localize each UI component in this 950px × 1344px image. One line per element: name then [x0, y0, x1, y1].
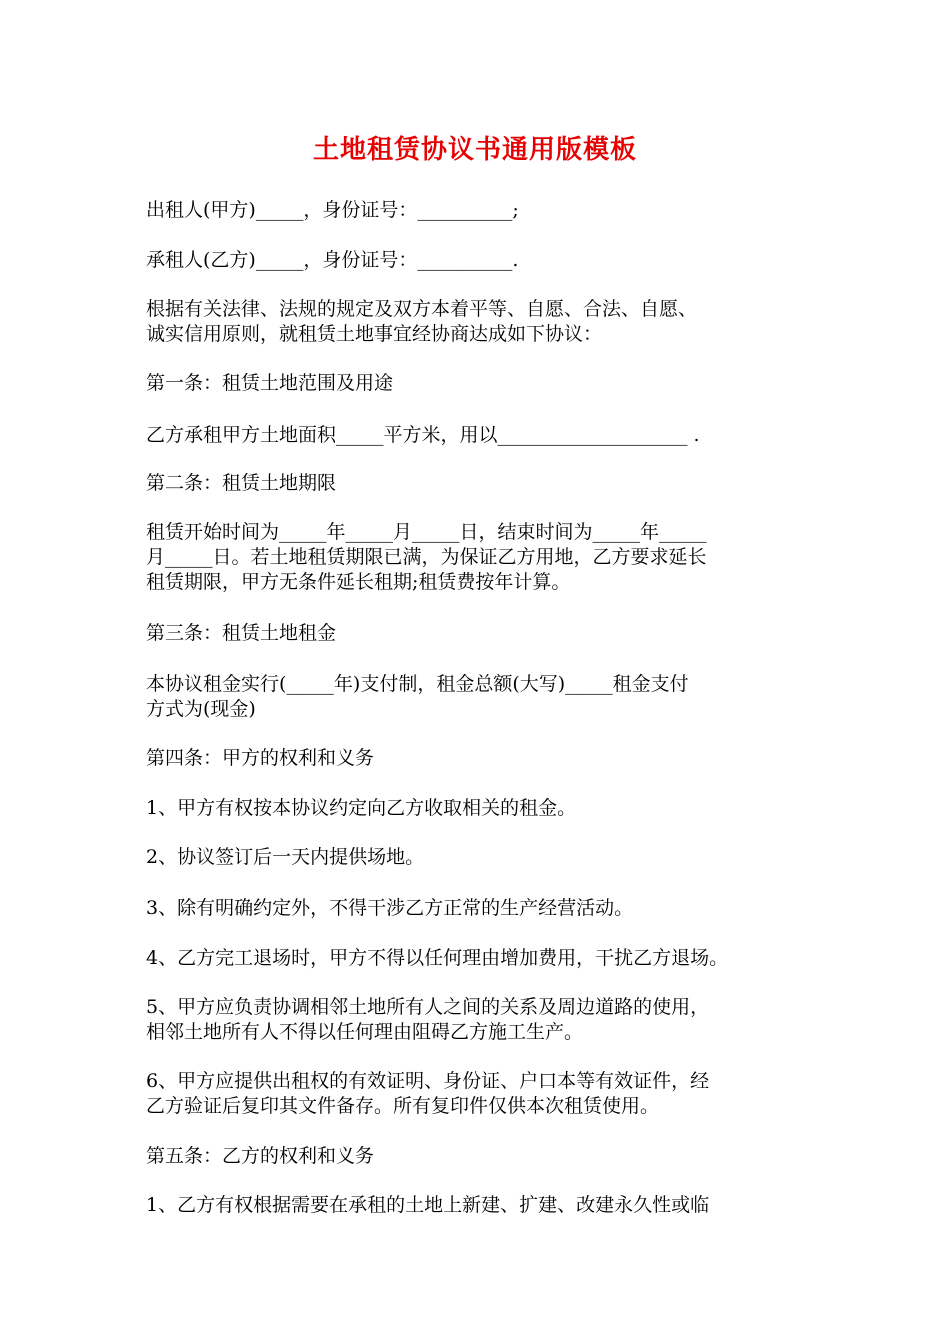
paragraph-line: 第五条：乙方的权利和义务	[146, 1145, 375, 1167]
paragraph-line: 1、乙方有权根据需要在承租的土地上新建、扩建、改建永久性或临	[146, 1194, 710, 1216]
paragraph	[146, 471, 826, 496]
paragraph-line: 方式为(现金)	[146, 698, 256, 720]
paragraph	[146, 198, 826, 223]
paragraph	[146, 1193, 826, 1218]
paragraph-line: 本协议租金实行(_____年)支付制，租金总额(大写)_____租金支付	[146, 673, 689, 695]
paragraph-line: 租赁期限，甲方无条件延长租期;租赁费按年计算。	[146, 571, 571, 593]
paragraph-line: 出租人(甲方)_____，身份证号：__________;	[146, 199, 519, 221]
paragraph-line: 2、协议签订后一天内提供场地。	[146, 846, 425, 868]
paragraph	[146, 423, 826, 448]
paragraph-line: 1、甲方有权按本协议约定向乙方收取相关的租金。	[146, 797, 577, 819]
paragraph	[146, 896, 826, 921]
paragraph-line: 第四条：甲方的权利和义务	[146, 747, 375, 769]
paragraph	[146, 746, 826, 771]
paragraph	[146, 845, 826, 870]
paragraph-line: 第三条：租赁土地租金	[146, 622, 337, 644]
paragraph-line: 月_____日。若土地租赁期限已满，为保证乙方用地，乙方要求延长	[146, 546, 707, 568]
paragraph	[146, 371, 826, 396]
paragraph-line: 4、乙方完工退场时，甲方不得以任何理由增加费用，干扰乙方退场。	[146, 947, 729, 969]
paragraph-line: 5、甲方应负责协调相邻土地所有人之间的关系及周边道路的使用，	[146, 996, 710, 1018]
paragraph-line: 3、除有明确约定外，不得干涉乙方正常的生产经营活动。	[146, 897, 634, 919]
paragraph-line: 租赁开始时间为_____年_____月_____日，结束时间为_____年_____	[146, 521, 707, 543]
paragraph-line: 承租人(乙方)_____，身份证号：__________.	[146, 249, 519, 271]
paragraph	[146, 946, 826, 971]
paragraph	[146, 621, 826, 646]
paragraph-line: 6、甲方应提供出租权的有效证明、身份证、户口本等有效证件，经	[146, 1070, 710, 1092]
paragraph-line: 诚实信用原则，就租赁土地事宜经协商达成如下协议：	[146, 323, 603, 345]
paragraph-line: 第一条：租赁土地范围及用途	[146, 372, 394, 394]
paragraph-line: 相邻土地所有人不得以任何理由阻碍乙方施工生产。	[146, 1021, 584, 1043]
paragraph	[146, 672, 826, 722]
paragraph	[146, 520, 826, 595]
paragraph	[146, 796, 826, 821]
paragraph	[146, 248, 826, 273]
paragraph	[146, 1069, 826, 1119]
paragraph-line: 乙方承租甲方土地面积_____平方米，用以____________________ .	[146, 424, 700, 446]
paragraph	[146, 1144, 826, 1169]
paragraph	[146, 995, 826, 1045]
paragraph-line: 根据有关法律、法规的规定及双方本着平等、自愿、合法、自愿、	[146, 298, 698, 320]
document-title: 土地租赁协议书通用版模板	[312, 135, 637, 165]
paragraph	[146, 297, 826, 347]
paragraph-line: 乙方验证后复印其文件备存。所有复印件仅供本次租赁使用。	[146, 1095, 660, 1117]
paragraph-line: 第二条：租赁土地期限	[146, 472, 337, 494]
